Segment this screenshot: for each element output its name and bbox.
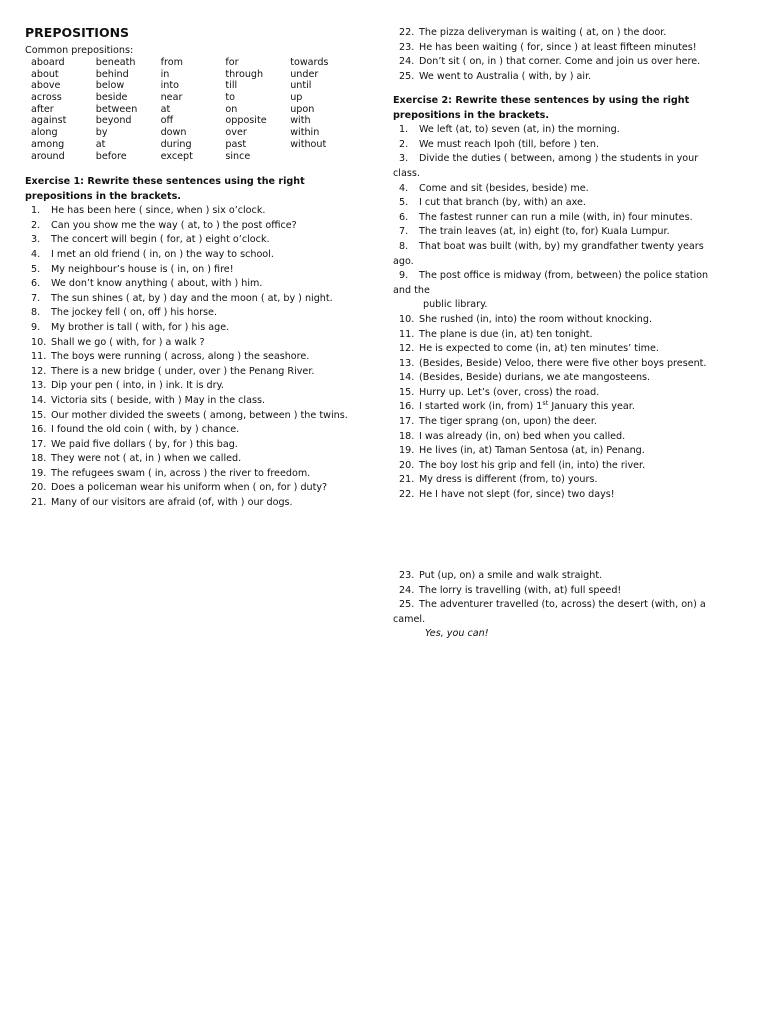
exercise-item [25,219,355,234]
item-number: 15. [31,409,47,421]
exercise-item [393,55,723,70]
prepositions-row [31,69,355,81]
preposition-word: before [95,150,127,162]
item-text: We paid five dollars ( by, for ) this bag. [51,438,238,450]
item-text: Our mother divided the sweets ( among, between ) the twins. [51,409,348,421]
prepositions-row [31,104,355,116]
item-text: There is a new bridge ( under, over ) the Penang River. [51,365,315,377]
item-text: Don’t sit ( on, in ) that corner. Come and join us over here. [419,56,701,68]
item-text: She rushed (in, into) the room without knocking. [419,313,653,325]
item-text: The refugees swam ( in, across ) the river to freedom. [51,467,311,479]
item-number: 24. [399,584,415,596]
item-number: 10. [399,313,415,325]
exercise-item [25,467,355,482]
item-text: Put (up, on) a smile and walk straight. [419,570,603,581]
preposition-word: beyond [95,115,132,127]
item-text: The fastest runner can run a mile (with, in) four minutes. [419,211,693,223]
item-text: My dress is different (from, to) yours. [419,474,598,486]
exercise-item [393,598,715,627]
prepositions-table [31,57,355,162]
item-text: I found the old coin ( with, by ) chance. [51,424,240,436]
preposition-word: to [225,92,236,104]
exercise-item [393,357,715,372]
item-text: We must reach Ipoh (till, before ) ten. [419,138,600,150]
preposition-word: through [225,68,264,80]
preposition-word: among [31,138,65,150]
item-number: 21. [31,497,47,509]
preposition-word: above [31,80,61,92]
item-number: 20. [399,459,415,471]
exercise2-section [393,94,715,503]
exercise-item [25,438,355,453]
item-text: The sun shines ( at, by ) day and the moon ( at, by ) night. [51,292,333,304]
item-superscript: st [542,399,549,408]
item-number: 14. [31,394,47,406]
exercise-item [25,248,355,263]
exercise-item [393,152,715,181]
exercise-item [25,481,355,496]
item-text: Victoria sits ( beside, with ) May in the class. [51,394,266,406]
item-number: 3. [399,153,409,165]
item-text: My brother is tall ( with, for ) his age. [51,321,230,333]
item-text: Can you show me the way ( at, to ) the post office? [51,219,297,231]
item-number: 19. [399,445,415,457]
preposition-word: on [225,103,238,115]
exercise-item [393,41,723,56]
item-text: He lives (in, at) Taman Sentosa (at, in) Penang. [419,445,645,457]
prepositions-row [31,92,355,104]
exercise-item [25,263,355,278]
item-number: 20. [31,482,47,494]
item-text: We went to Australia ( with, by ) air. [419,70,592,82]
item-number: 2. [399,138,409,150]
exercise-item [25,394,355,409]
item-number: 1. [31,205,41,217]
exercise-item [25,423,355,438]
item-text: Come and sit (besides, beside) me. [419,182,589,194]
exercise-item [393,488,715,503]
preposition-word: during [160,138,192,150]
preposition-word: after [31,103,54,115]
item-number: 25. [399,70,415,82]
preposition-word: beside [95,92,128,104]
preposition-word: except [160,150,193,162]
exercise-item [393,400,715,415]
exercise-item [25,336,355,351]
exercise-item [393,240,715,269]
item-text: (Besides, Beside) Veloo, there were five other boys present. [419,357,707,369]
exercise-item [393,138,715,153]
item-text: Shall we go ( with, for ) a walk ? [51,336,205,348]
item-text: Does a policeman wear his uniform when ( on, for ) duty? [51,482,328,494]
item-number: 9. [399,270,409,282]
preposition-word [290,151,355,163]
preposition-word: up [290,92,303,104]
page-title: PREPOSITIONS [25,25,130,40]
preposition-word: across [31,92,62,104]
exercise1-list-continued [393,26,723,84]
exercise-item [393,569,715,584]
prepositions-row [31,151,355,163]
preposition-word: in [160,68,170,80]
item-text: I cut that branch (by, with) an axe. [419,197,586,209]
preposition-word: around [31,150,65,162]
exercise-item [393,328,715,343]
item-number: 4. [31,248,41,260]
item-number: 8. [31,307,41,319]
preposition-word: beneath [95,57,136,68]
exercise1-heading: Exercise 1: Rewrite these sentences using the right prepositions in the brackets. [25,176,305,202]
exercise-item [393,123,715,138]
preposition-word: into [160,80,179,92]
item-text: The boys were running ( across, along ) the seashore. [51,351,310,363]
item-text: We left (at, to) seven (at, in) the morning. [419,124,620,136]
prepositions-row [31,80,355,92]
item-number: 16. [399,401,415,413]
exercise-item [25,409,355,424]
preposition-word: upon [290,103,315,115]
item-text: Divide the duties ( between, among ) the students in your class. [393,153,699,179]
exercise-item [393,430,715,445]
preposition-word: at [95,138,106,150]
item-text-continued: January this year. [548,401,635,413]
item-number: 17. [399,416,415,428]
exercise-item [393,196,715,211]
preposition-word: aboard [31,57,65,68]
item-text: I met an old friend ( in, on ) the way to school. [51,248,274,260]
exercise-item [393,584,715,599]
item-text: I started work (in, from) 1 [419,401,543,413]
exercise-item [393,342,715,357]
preposition-word: near [160,92,183,104]
exercise-item [393,70,723,85]
exercise-item [25,204,355,219]
item-number: 16. [31,424,47,436]
preposition-word: under [290,68,319,80]
item-text: Hurry up. Let’s (over, cross) the road. [419,386,600,398]
item-text: The train leaves (at, in) eight (to, for) Kuala Lumpur. [419,226,670,238]
item-text: They were not ( at, in ) when we called. [51,453,242,465]
item-number: 8. [399,240,409,252]
item-text: He has been waiting ( for, since ) at least fifteen minutes! [419,41,697,53]
exercise-item [393,473,715,488]
item-text: The concert will begin ( for, at ) eight o’clock. [51,234,270,246]
preposition-word: along [31,127,58,139]
item-number: 25. [399,599,415,611]
preposition-word: with [290,115,311,127]
preposition-word: by [95,127,108,139]
exercise-item [393,269,715,313]
exercise-item [393,459,715,474]
item-number: 4. [399,182,409,194]
item-number: 12. [31,365,47,377]
item-text: Many of our visitors are afraid (of, with ) our dogs. [51,497,293,509]
item-number: 7. [31,292,41,304]
item-text: That boat was built (with, by) my grandfather twenty years ago. [393,240,704,267]
preposition-word: till [225,80,238,92]
item-text: The post office is midway (from, between) the police station and the [393,270,709,296]
exercise1-continued [393,26,723,84]
item-text: The pizza deliveryman is waiting ( at, on ) the door. [419,27,667,38]
exercise2-heading: Exercise 2: Rewrite these sentences by using the right prepositions in the brackets. [393,95,690,121]
prepositions-row [31,115,355,127]
preposition-word: between [95,103,138,115]
preposition-word: at [160,103,171,115]
preposition-word: about [31,68,59,80]
preposition-word: since [225,150,251,162]
exercise-item [25,277,355,292]
preposition-word: off [160,115,174,127]
preposition-word: for [225,57,239,68]
item-number: 17. [31,438,47,450]
item-number: 12. [399,343,415,355]
preposition-word: past [225,138,247,150]
preposition-word: down [160,127,187,139]
preposition-word: within [290,127,320,139]
item-number: 1. [399,124,409,136]
exercise-item [393,26,723,41]
exercise2-continued [393,569,715,642]
exercise1-section [25,175,355,511]
preposition-word: against [31,115,67,127]
preposition-word: without [290,138,327,150]
item-number: 22. [399,27,415,38]
preposition-word: below [95,80,125,92]
exercise-item [25,365,355,380]
exercise-item [393,313,715,328]
preposition-word: until [290,80,312,92]
item-number: 22. [399,489,415,501]
item-number: 23. [399,41,415,53]
item-text: He has been here ( since, when ) six o’clock. [51,205,266,217]
item-text: He I have not slept (for, since) two days! [419,489,615,501]
preposition-word: behind [95,68,129,80]
exercise-item [393,415,715,430]
item-number: 18. [31,453,47,465]
item-text: He is expected to come (in, at) ten minutes’ time. [419,343,659,355]
item-number: 21. [399,474,415,486]
item-number: 11. [399,328,415,340]
item-text: We don’t know anything ( about, with ) him. [51,278,263,290]
item-number: 13. [31,380,47,392]
exercise-item [25,350,355,365]
preposition-word: opposite [225,115,267,127]
item-text: The tiger sprang (on, upon) the deer. [419,416,597,428]
common-prepositions-label: Common prepositions: [25,45,134,56]
exercise-item [25,292,355,307]
item-number: 18. [399,430,415,442]
preposition-word: over [225,127,247,139]
exercise-item [393,182,715,197]
item-number: 15. [399,386,415,398]
item-text: The plane is due (in, at) ten tonight. [419,328,593,340]
exercise-item [393,225,715,240]
item-number: 11. [31,351,47,363]
item-number: 9. [31,321,41,333]
item-text: My neighbour’s house is ( in, on ) fire! [51,263,234,275]
item-text: I was already (in, on) bed when you called. [419,430,626,442]
item-number: 3. [31,234,41,246]
exercise-item [25,306,355,321]
exercise-item [25,321,355,336]
exercise2-list-continued [393,569,715,627]
item-number: 6. [399,211,409,223]
item-number: 19. [31,467,47,479]
item-number: 13. [399,357,415,369]
item-number: 5. [31,263,41,275]
prepositions-row [31,57,355,69]
exercise-item [393,371,715,386]
item-text: The boy lost his grip and fell (in, into) the river. [419,459,646,471]
item-number: 24. [399,56,415,68]
preposition-word: towards [290,57,329,68]
item-number: 14. [399,372,415,384]
item-number: 6. [31,278,41,290]
exercise-item [393,444,715,459]
item-text-continued: public library. [423,299,488,311]
item-text: The jockey fell ( on, off ) his horse. [51,307,218,319]
item-number: 23. [399,570,415,581]
exercise2-list [393,123,715,502]
item-text: The lorry is travelling (with, at) full speed! [419,584,622,596]
exercise-item [25,496,355,511]
exercise-item [25,233,355,248]
preposition-word: from [160,57,183,68]
item-number: 10. [31,336,47,348]
exercise-item [25,452,355,467]
item-text: The adventurer travelled (to, across) the desert (with, on) a camel. [393,599,706,625]
prepositions-row [31,127,355,139]
exercise-item [25,379,355,394]
item-text: (Besides, Beside) durians, we ate mangosteens. [419,372,651,384]
item-number: 5. [399,197,409,209]
closing-note: Yes, you can! [425,628,489,640]
exercise-item [393,211,715,226]
item-number: 7. [399,226,409,238]
exercise-item [393,386,715,401]
item-number: 2. [31,219,41,231]
prepositions-row [31,139,355,151]
item-text: Dip your pen ( into, in ) ink. It is dry. [51,380,224,392]
exercise1-list [25,204,355,510]
